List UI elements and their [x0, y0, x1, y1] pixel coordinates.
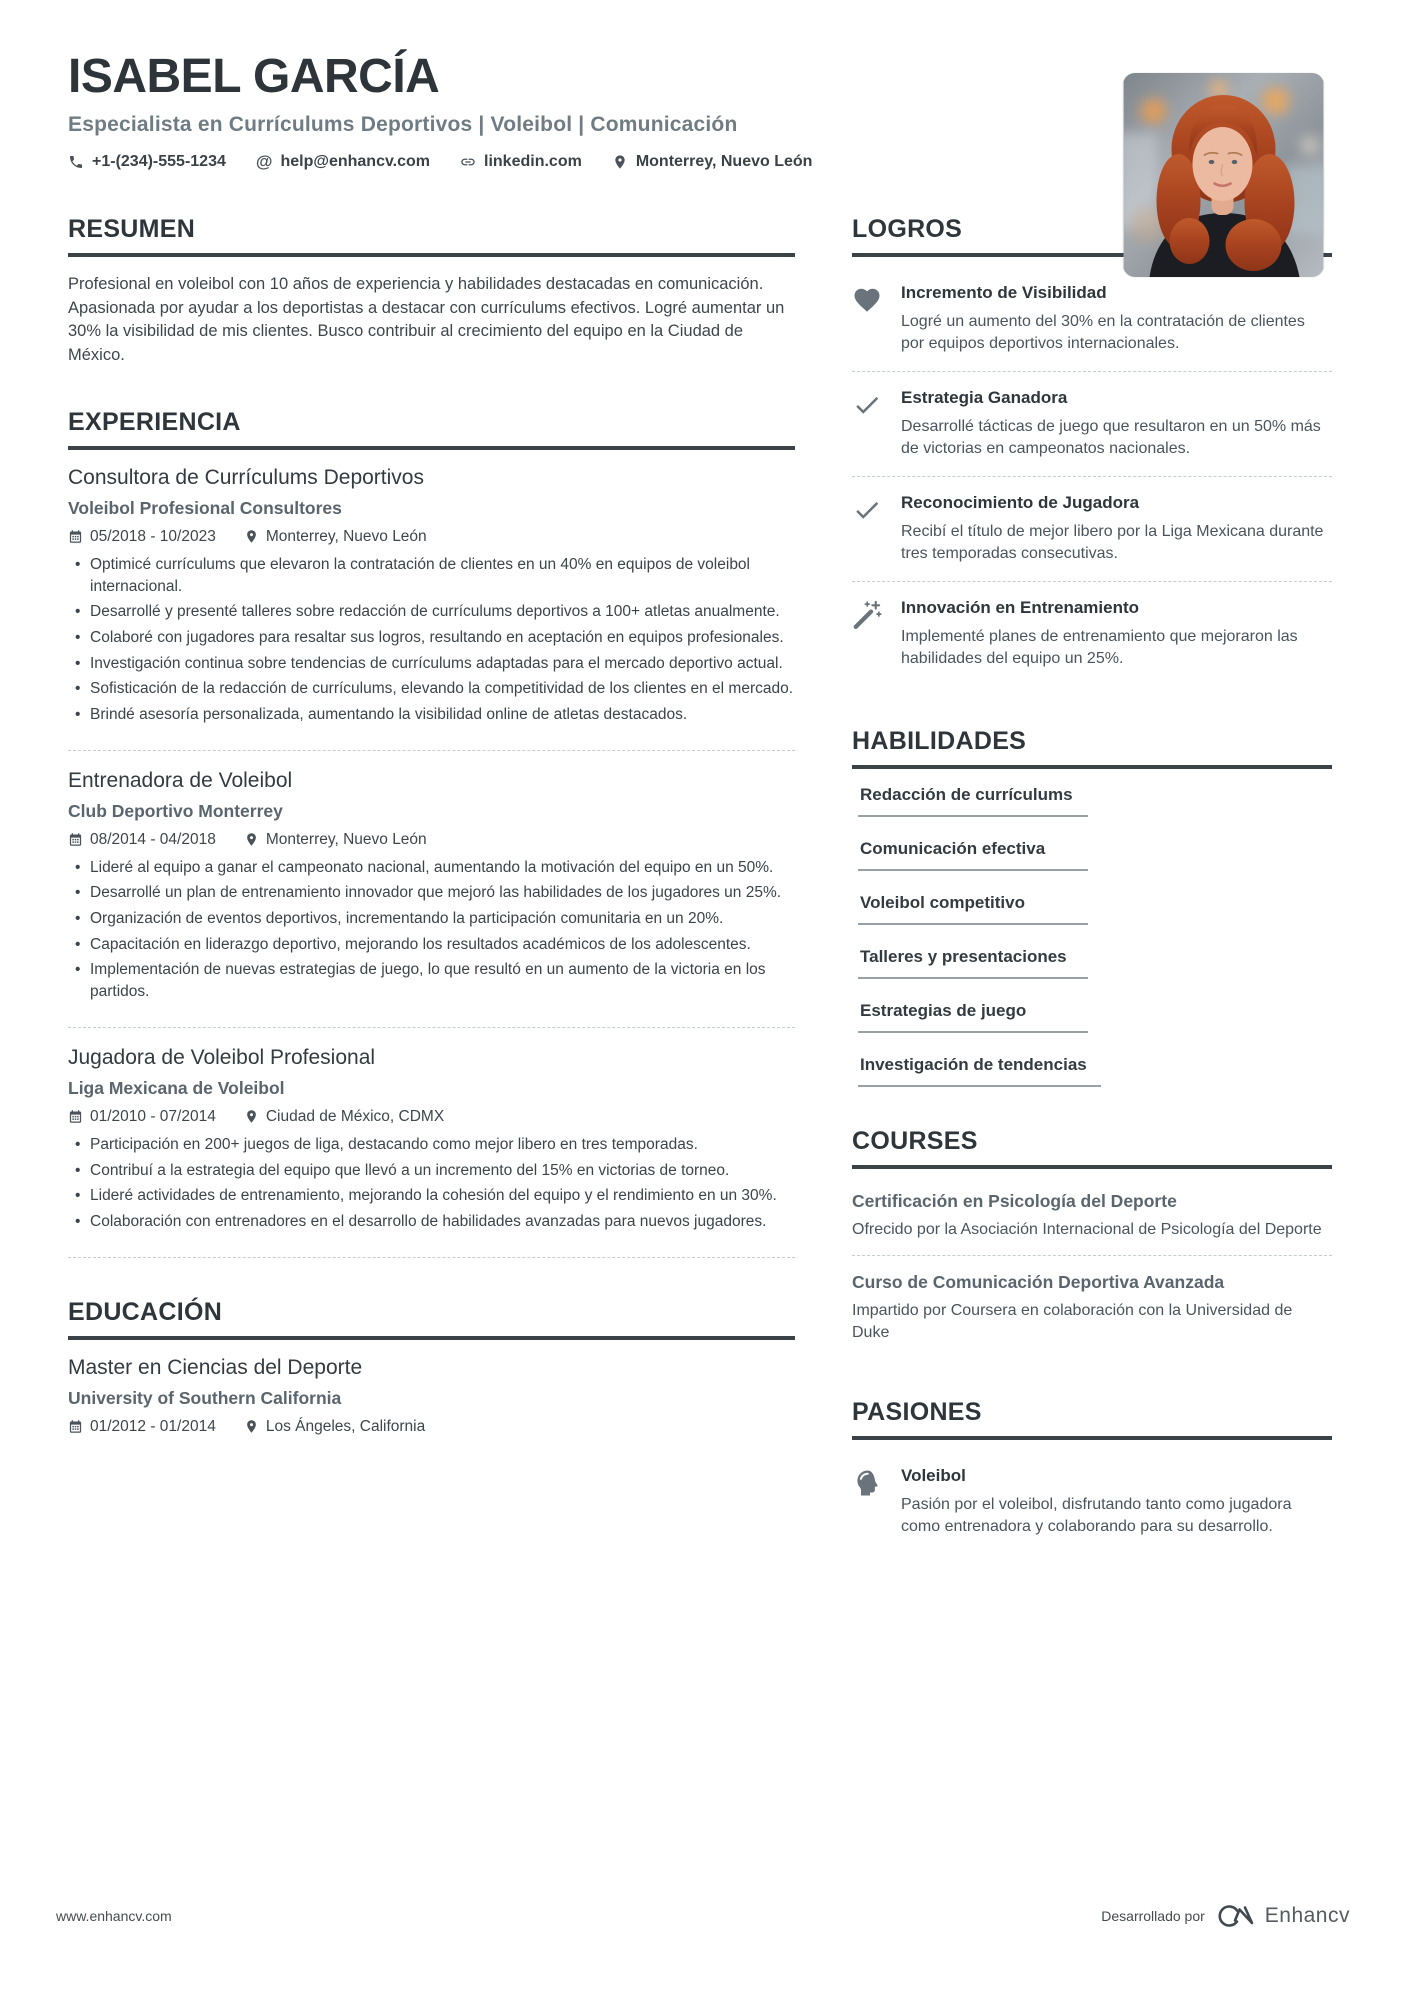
enhancv-logo-icon [1215, 1902, 1255, 1930]
left-column [68, 215, 795, 1594]
person-title: Especialista en Currículums Deportivos | Voleibol | Comunicación [68, 112, 738, 136]
bullet: • Brindé asesoría personalizada, aumentando la visibilidad online de atletas destacados. [68, 704, 795, 726]
divider [68, 1257, 795, 1258]
bullet: • Lideré actividades de entrenamiento, mejorando la cohesión del equipo y el rendimiento en un 30%. [68, 1185, 795, 1207]
achievement-item [852, 371, 1332, 476]
skill-item: Redacción de currículums [858, 785, 1088, 817]
achievement-title: Incremento de Visibilidad [901, 282, 1107, 302]
achievement-title: Estrategia Ganadora [901, 388, 1068, 408]
section-resumen [68, 215, 795, 368]
contact-phone[interactable] [68, 153, 226, 171]
section-educacion [68, 1298, 795, 1448]
job-title: Jugadora de Voleibol Profesional [68, 1045, 376, 1069]
contact-linkedin[interactable] [460, 153, 582, 171]
linkedin-value: linkedin.com [484, 152, 582, 170]
location-text: Monterrey, Nuevo León [265, 527, 427, 545]
phone-icon [68, 154, 84, 170]
check-icon [852, 388, 886, 460]
profile-photo [1123, 73, 1324, 277]
job-location [244, 528, 427, 546]
right-column [852, 215, 1332, 1594]
course-text: Ofrecido por la Asociación Internacional de Psicología del Deporte [852, 1220, 1322, 1238]
dates-text: 08/2014 - 04/2018 [90, 830, 216, 848]
course-text: Impartido por Coursera en colaboración con la Universidad de Duke [852, 1301, 1293, 1341]
bullet: • Optimicé currículums que elevaron la contratación de clientes en un 40% en equipos de voleibol internacional. [68, 554, 795, 597]
person-name: ISABEL GARCÍA [68, 50, 440, 103]
link-icon [460, 154, 476, 170]
skill-item: Investigación de tendencias [858, 1055, 1101, 1087]
job-bullets [68, 1134, 795, 1233]
passion-text: Pasión por el voleibol, disfrutando tanto como jugadora como entrenadora y colaborando para su desarrollo. [901, 1495, 1292, 1535]
header [68, 52, 1332, 171]
footer-brand [1101, 1902, 1350, 1930]
job-title: Consultora de Currículums Deportivos [68, 465, 424, 489]
achievement-text: Implementé planes de entrenamiento que mejoraron las habilidades del equipo un 25%. [901, 628, 1298, 668]
section-logros [852, 215, 1332, 687]
passion-item [852, 1456, 1332, 1554]
achievement-item [852, 476, 1332, 581]
head-icon [852, 1466, 886, 1538]
brand-name: Enhancv [1264, 1904, 1350, 1927]
achievement-item [852, 581, 1332, 686]
dates-text: 05/2018 - 10/2023 [90, 527, 216, 545]
skill-item: Talleres y presentaciones [858, 947, 1088, 979]
footer [56, 1902, 1350, 1930]
bullet: • Sofisticación de la redacción de currículums, elevando la competitividad de los clientes en el mercado. [68, 678, 795, 700]
bullet: • Investigación continua sobre tendencias de currículums adaptadas para el mercado deportivo actual. [68, 653, 795, 675]
bullet: • Implementación de nuevas estrategias de juego, lo que resultó en un aumento de la victoria en los partidos. [68, 959, 795, 1002]
divider [68, 750, 795, 751]
location-text: Ciudad de México, CDMX [265, 1107, 445, 1125]
logros-heading: LOGROS [852, 215, 1332, 257]
calendar-icon [68, 832, 83, 847]
job-title: Entrenadora de Voleibol [68, 768, 293, 792]
calendar-icon [68, 1419, 83, 1434]
achievement-text: Desarrollé tácticas de juego que resultaron en un 50% más de victorias en campeonatos nacionales. [901, 418, 1321, 458]
course-item [852, 1185, 1332, 1255]
location-pin-icon [244, 832, 259, 847]
experience-item [68, 466, 795, 734]
pasiones-heading: PASIONES [852, 1398, 1332, 1440]
education-dates [68, 1418, 216, 1436]
location-text: Los Ángeles, California [265, 1417, 426, 1435]
course-title: Certificación en Psicología del Deporte [852, 1190, 1177, 1211]
dates-text: 01/2010 - 07/2014 [90, 1107, 216, 1125]
at-icon: @ [255, 152, 273, 172]
section-courses [852, 1127, 1332, 1358]
experience-item [68, 1046, 795, 1241]
achievement-text: Recibí el título de mejor libero por la Liga Mexicana durante tres temporadas consecutivas. [901, 523, 1324, 563]
bullet: • Desarrollé y presenté talleres sobre redacción de currículums deportivos a 100+ atletas anualmente. [68, 601, 795, 623]
course-item [852, 1255, 1332, 1358]
job-dates [68, 528, 216, 546]
content-columns [68, 215, 1410, 1594]
heart-icon [852, 283, 886, 355]
phone-value: +1-(234)-555-1234 [92, 152, 226, 170]
bullet: • Desarrollé un plan de entrenamiento innovador que mejoró las habilidades de los jugadores un 25%. [68, 882, 795, 904]
courses-heading: COURSES [852, 1127, 1332, 1169]
job-meta [68, 528, 795, 546]
bullet: • Colaboración con entrenadores en el desarrollo de habilidades avanzadas para nuevos jugadores. [68, 1211, 795, 1233]
job-dates [68, 1108, 216, 1126]
passion-title: Voleibol [901, 1465, 966, 1485]
job-meta [68, 831, 795, 849]
section-experiencia [68, 408, 795, 1258]
achievement-title: Innovación en Entrenamiento [901, 598, 1140, 618]
contact-email[interactable] [256, 153, 430, 171]
portrait-illustration [1123, 73, 1324, 277]
skill-item: Comunicación efectiva [858, 839, 1088, 871]
bullet: • Colaboré con jugadores para resaltar sus logros, resultando en aceptación en equipos profesionales. [68, 627, 795, 649]
location-pin-icon [244, 1109, 259, 1124]
location-pin-icon [612, 154, 628, 170]
bullet: • Lideré al equipo a ganar el campeonato nacional, aumentando la motivación del equipo en un 50%. [68, 857, 795, 879]
bullet: • Organización de eventos deportivos, incrementando la participación comunitaria en un 20%. [68, 908, 795, 930]
job-location [244, 1108, 444, 1126]
job-meta [68, 1108, 795, 1126]
location-pin-icon [244, 1419, 259, 1434]
job-bullets [68, 554, 795, 726]
email-value: help@enhancv.com [280, 152, 431, 170]
job-location [244, 831, 427, 849]
divider [68, 1027, 795, 1028]
education-meta [68, 1418, 795, 1436]
school-name: University of Southern California [68, 1387, 342, 1408]
company-name: Voleibol Profesional Consultores [68, 497, 342, 518]
job-dates [68, 831, 216, 849]
skill-item: Voleibol competitivo [858, 893, 1088, 925]
achievement-text: Logré un aumento del 30% en la contratación de clientes por equipos deportivos internacionales. [901, 312, 1305, 352]
bullet: • Participación en 200+ juegos de liga, destacando como mejor libero en tres temporadas. [68, 1134, 795, 1156]
experience-item [68, 769, 795, 1011]
contact-location [612, 153, 813, 171]
education-location [244, 1418, 425, 1436]
location-text: Monterrey, Nuevo León [265, 830, 427, 848]
degree-title: Master en Ciencias del Deporte [68, 1355, 363, 1379]
achievement-title: Reconocimiento de Jugadora [901, 493, 1140, 513]
bullet: • Capacitación en liderazgo deportivo, mejorando los resultados académicos de los adolescentes. [68, 934, 795, 956]
location-value: Monterrey, Nuevo León [635, 152, 813, 170]
resumen-heading: RESUMEN [68, 215, 795, 257]
calendar-icon [68, 529, 83, 544]
achievement-item [852, 273, 1332, 371]
job-bullets [68, 857, 795, 1003]
company-name: Liga Mexicana de Voleibol [68, 1077, 285, 1098]
educacion-heading: EDUCACIÓN [68, 1298, 795, 1340]
education-item [68, 1356, 795, 1448]
calendar-icon [68, 1109, 83, 1124]
section-habilidades [852, 727, 1332, 1087]
resumen-text: Profesional en voleibol con 10 años de experiencia y habilidades destacadas en comunicación. Apasionada por ayudar a los deportistas a destacar con currículums efectivos. Logré aumentar un 30% la visibilidad de mis clientes. Busco contribuir al crecimiento del equipo en la Ciudad de México. [68, 274, 785, 365]
skill-item: Estrategias de juego [858, 1001, 1088, 1033]
course-title: Curso de Comunicación Deportiva Avanzada [852, 1271, 1225, 1292]
footer-credit: Desarrollado por [1101, 1908, 1205, 1924]
habilidades-heading: HABILIDADES [852, 727, 1332, 769]
experiencia-heading: EXPERIENCIA [68, 408, 795, 450]
section-pasiones [852, 1398, 1332, 1554]
check-icon [852, 493, 886, 565]
location-pin-icon [244, 529, 259, 544]
magic-wand-icon [852, 598, 886, 670]
dates-text: 01/2012 - 01/2014 [90, 1417, 216, 1435]
bullet: • Contribuí a la estrategia del equipo que llevó a un incremento del 15% en victorias de torneo. [68, 1160, 795, 1182]
company-name: Club Deportivo Monterrey [68, 800, 283, 821]
footer-url-link[interactable]: www.enhancv.com [56, 1908, 172, 1924]
